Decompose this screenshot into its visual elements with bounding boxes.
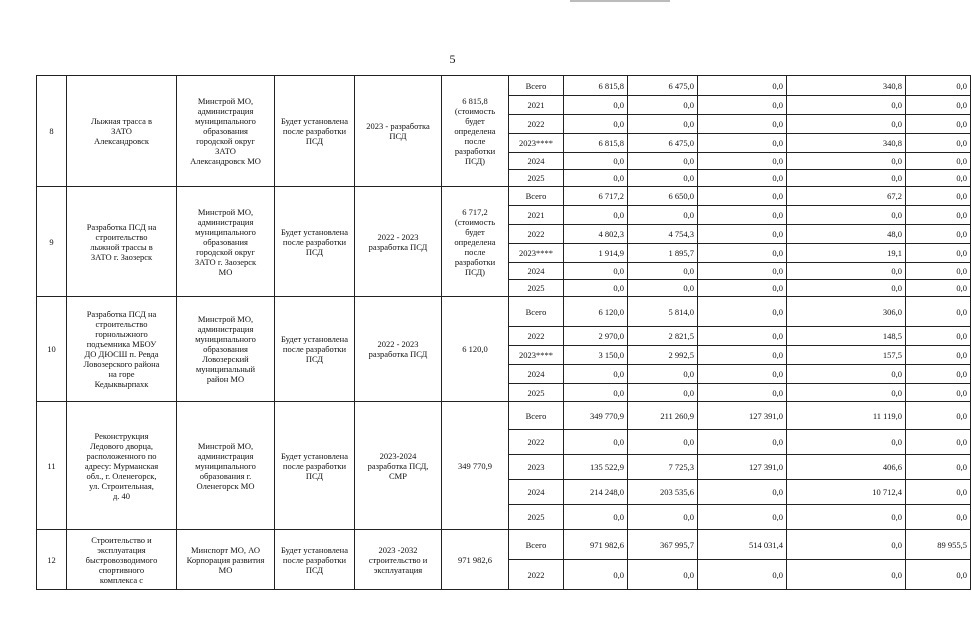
amount-cell: 0,0 — [698, 480, 787, 505]
item-period: 2023-2024 разработка ПСД, СМР — [355, 402, 442, 530]
amount-cell: 6 475,0 — [628, 134, 698, 153]
amount-cell: 0,0 — [906, 455, 971, 480]
item-period: 2023 -2032 строительство и эксплуатация — [355, 530, 442, 590]
table-row — [37, 402, 971, 430]
item-name: Строительство и эксплуатация быстровозводимого спортивного комплекса с — [67, 530, 177, 590]
budget-table — [36, 75, 971, 590]
amount-cell: 0,0 — [906, 430, 971, 455]
item-capacity: Будет установлена после разработки ПСД — [275, 297, 355, 402]
table-row — [37, 530, 971, 560]
item-number: 10 — [37, 297, 67, 402]
item-cost: 6 815,8 (стоимость будет определена после разработки ПСД) — [442, 76, 509, 187]
amount-cell: 340,8 — [787, 76, 906, 96]
amount-cell: 3 150,0 — [564, 346, 628, 365]
amount-cell: 6 717,2 — [564, 187, 628, 206]
amount-cell: 67,2 — [787, 187, 906, 206]
amount-cell: 0,0 — [698, 244, 787, 263]
amount-cell: 0,0 — [698, 153, 787, 170]
amount-cell: 0,0 — [564, 560, 628, 590]
amount-cell: 1 895,7 — [628, 244, 698, 263]
amount-cell: 0,0 — [906, 76, 971, 96]
table-body — [37, 76, 971, 590]
amount-cell: 0,0 — [787, 560, 906, 590]
table-row — [37, 297, 971, 327]
amount-cell: 6 650,0 — [628, 187, 698, 206]
year-cell: 2024 — [509, 480, 564, 505]
amount-cell: 0,0 — [906, 505, 971, 530]
amount-cell: 0,0 — [906, 206, 971, 225]
year-cell: Всего — [509, 187, 564, 206]
item-customer: Минстрой МО, администрация муниципального образования городской округ ЗАТО г. Заозерск МО — [177, 187, 275, 297]
amount-cell: 340,8 — [787, 134, 906, 153]
amount-cell: 0,0 — [628, 206, 698, 225]
amount-cell: 0,0 — [906, 115, 971, 134]
item-capacity: Будет установлена после разработки ПСД — [275, 530, 355, 590]
amount-cell: 0,0 — [787, 505, 906, 530]
amount-cell: 5 814,0 — [628, 297, 698, 327]
year-cell: 2022 — [509, 560, 564, 590]
year-cell: 2021 — [509, 206, 564, 225]
amount-cell: 0,0 — [698, 115, 787, 134]
item-customer: Минстрой МО, администрация муниципального образования Ловозерский муниципальный район МО — [177, 297, 275, 402]
amount-cell: 0,0 — [698, 560, 787, 590]
item-name: Разработка ПСД на строительство горнолыжного подъемника МБОУ ДО ДЮСШ п. Ревда Ловозерского района на горе Кедыквырпахк — [67, 297, 177, 402]
amount-cell: 2 992,5 — [628, 346, 698, 365]
amount-cell: 0,0 — [906, 244, 971, 263]
year-cell: 2022 — [509, 115, 564, 134]
amount-cell: 0,0 — [628, 263, 698, 280]
amount-cell: 0,0 — [564, 505, 628, 530]
item-name: Реконструкция Ледового дворца, расположенного по адресу: Мурманская обл., г. Оленегорск, ул. Строительная, д. 40 — [67, 402, 177, 530]
year-cell: 2025 — [509, 505, 564, 530]
amount-cell: 0,0 — [787, 96, 906, 115]
amount-cell: 0,0 — [628, 280, 698, 297]
amount-cell: 0,0 — [787, 263, 906, 280]
amount-cell: 0,0 — [628, 505, 698, 530]
item-capacity: Будет установлена после разработки ПСД — [275, 402, 355, 530]
amount-cell: 0,0 — [906, 96, 971, 115]
item-cost: 349 770,9 — [442, 402, 509, 530]
amount-cell: 0,0 — [564, 384, 628, 402]
item-name: Лыжная трасса в ЗАТО Александровск — [67, 76, 177, 187]
item-capacity: Будет установлена после разработки ПСД — [275, 76, 355, 187]
amount-cell: 0,0 — [698, 96, 787, 115]
amount-cell: 0,0 — [787, 206, 906, 225]
item-number: 11 — [37, 402, 67, 530]
amount-cell: 6 120,0 — [564, 297, 628, 327]
amount-cell: 0,0 — [787, 530, 906, 560]
amount-cell: 0,0 — [906, 560, 971, 590]
amount-cell: 0,0 — [628, 153, 698, 170]
amount-cell: 0,0 — [906, 384, 971, 402]
amount-cell: 1 914,9 — [564, 244, 628, 263]
amount-cell: 0,0 — [698, 170, 787, 187]
amount-cell: 0,0 — [628, 430, 698, 455]
year-cell: 2022 — [509, 430, 564, 455]
year-cell: 2023**** — [509, 346, 564, 365]
amount-cell: 0,0 — [698, 430, 787, 455]
amount-cell: 0,0 — [906, 170, 971, 187]
item-cost: 6 120,0 — [442, 297, 509, 402]
amount-cell: 0,0 — [906, 263, 971, 280]
amount-cell: 0,0 — [698, 134, 787, 153]
item-period: 2022 - 2023 разработка ПСД — [355, 187, 442, 297]
amount-cell: 135 522,9 — [564, 455, 628, 480]
amount-cell: 0,0 — [564, 365, 628, 384]
amount-cell: 0,0 — [698, 206, 787, 225]
amount-cell: 10 712,4 — [787, 480, 906, 505]
year-cell: Всего — [509, 530, 564, 560]
amount-cell: 0,0 — [906, 280, 971, 297]
amount-cell: 0,0 — [564, 153, 628, 170]
item-customer: Минстрой МО, администрация муниципального образования г. Оленегорск МО — [177, 402, 275, 530]
amount-cell: 0,0 — [564, 206, 628, 225]
item-number: 9 — [37, 187, 67, 297]
amount-cell: 89 955,5 — [906, 530, 971, 560]
year-cell: 2023**** — [509, 134, 564, 153]
amount-cell: 0,0 — [698, 263, 787, 280]
amount-cell: 214 248,0 — [564, 480, 628, 505]
amount-cell: 127 391,0 — [698, 402, 787, 430]
amount-cell: 367 995,7 — [628, 530, 698, 560]
amount-cell: 7 725,3 — [628, 455, 698, 480]
amount-cell: 19,1 — [787, 244, 906, 263]
amount-cell: 148,5 — [787, 327, 906, 346]
amount-cell: 306,0 — [787, 297, 906, 327]
amount-cell: 0,0 — [564, 170, 628, 187]
item-period: 2022 - 2023 разработка ПСД — [355, 297, 442, 402]
amount-cell: 6 815,8 — [564, 76, 628, 96]
year-cell: 2025 — [509, 384, 564, 402]
item-number: 8 — [37, 76, 67, 187]
year-cell: Всего — [509, 402, 564, 430]
amount-cell: 6 815,8 — [564, 134, 628, 153]
year-cell: 2022 — [509, 327, 564, 346]
amount-cell: 0,0 — [564, 115, 628, 134]
amount-cell: 0,0 — [906, 402, 971, 430]
year-cell: 2024 — [509, 263, 564, 280]
amount-cell: 0,0 — [628, 170, 698, 187]
amount-cell: 48,0 — [787, 225, 906, 244]
amount-cell: 0,0 — [906, 480, 971, 505]
amount-cell: 127 391,0 — [698, 455, 787, 480]
amount-cell: 0,0 — [906, 365, 971, 384]
item-capacity: Будет установлена после разработки ПСД — [275, 187, 355, 297]
amount-cell: 0,0 — [698, 280, 787, 297]
amount-cell: 0,0 — [698, 297, 787, 327]
amount-cell: 514 031,4 — [698, 530, 787, 560]
amount-cell: 0,0 — [787, 153, 906, 170]
amount-cell: 0,0 — [628, 96, 698, 115]
top-scan-mark — [570, 0, 670, 2]
amount-cell: 0,0 — [906, 153, 971, 170]
amount-cell: 6 475,0 — [628, 76, 698, 96]
item-cost: 6 717,2 (стоимость будет определена после разработки ПСД) — [442, 187, 509, 297]
amount-cell: 11 119,0 — [787, 402, 906, 430]
amount-cell: 349 770,9 — [564, 402, 628, 430]
year-cell: 2024 — [509, 153, 564, 170]
amount-cell: 0,0 — [628, 384, 698, 402]
item-name: Разработка ПСД на строительство лыжной трассы в ЗАТО г. Заозерск — [67, 187, 177, 297]
amount-cell: 0,0 — [628, 365, 698, 384]
amount-cell: 0,0 — [906, 225, 971, 244]
year-cell: 2022 — [509, 225, 564, 244]
amount-cell: 0,0 — [698, 384, 787, 402]
page-number: 5 — [449, 52, 456, 66]
amount-cell: 0,0 — [787, 115, 906, 134]
amount-cell: 0,0 — [698, 187, 787, 206]
year-cell: 2023**** — [509, 244, 564, 263]
amount-cell: 406,6 — [787, 455, 906, 480]
amount-cell: 0,0 — [698, 225, 787, 244]
amount-cell: 0,0 — [564, 96, 628, 115]
amount-cell: 0,0 — [698, 505, 787, 530]
year-cell: 2021 — [509, 96, 564, 115]
table-row — [37, 187, 971, 206]
amount-cell: 0,0 — [628, 115, 698, 134]
year-cell: Всего — [509, 297, 564, 327]
item-period: 2023 - разработка ПСД — [355, 76, 442, 187]
year-cell: 2023 — [509, 455, 564, 480]
amount-cell: 0,0 — [906, 187, 971, 206]
amount-cell: 0,0 — [787, 384, 906, 402]
amount-cell: 0,0 — [564, 263, 628, 280]
amount-cell: 203 535,6 — [628, 480, 698, 505]
year-cell: 2025 — [509, 280, 564, 297]
amount-cell: 0,0 — [698, 365, 787, 384]
amount-cell: 0,0 — [906, 346, 971, 365]
amount-cell: 2 821,5 — [628, 327, 698, 346]
table-row — [37, 76, 971, 96]
amount-cell: 157,5 — [787, 346, 906, 365]
amount-cell: 0,0 — [564, 430, 628, 455]
amount-cell: 4 754,3 — [628, 225, 698, 244]
item-customer: Минстрой МО, администрация муниципального образования городской округ ЗАТО Александровск МО — [177, 76, 275, 187]
amount-cell: 4 802,3 — [564, 225, 628, 244]
amount-cell: 0,0 — [698, 346, 787, 365]
amount-cell: 0,0 — [906, 327, 971, 346]
year-cell: 2024 — [509, 365, 564, 384]
amount-cell: 0,0 — [698, 76, 787, 96]
amount-cell: 0,0 — [787, 280, 906, 297]
year-cell: Всего — [509, 76, 564, 96]
amount-cell: 0,0 — [787, 170, 906, 187]
item-customer: Минспорт МО, АО Корпорация развития МО — [177, 530, 275, 590]
amount-cell: 0,0 — [787, 365, 906, 384]
amount-cell: 2 970,0 — [564, 327, 628, 346]
year-cell: 2025 — [509, 170, 564, 187]
amount-cell: 971 982,6 — [564, 530, 628, 560]
amount-cell: 0,0 — [906, 297, 971, 327]
amount-cell: 0,0 — [628, 560, 698, 590]
item-cost: 971 982,6 — [442, 530, 509, 590]
item-number: 12 — [37, 530, 67, 590]
amount-cell: 0,0 — [698, 327, 787, 346]
amount-cell: 211 260,9 — [628, 402, 698, 430]
amount-cell: 0,0 — [787, 430, 906, 455]
amount-cell: 0,0 — [564, 280, 628, 297]
amount-cell: 0,0 — [906, 134, 971, 153]
